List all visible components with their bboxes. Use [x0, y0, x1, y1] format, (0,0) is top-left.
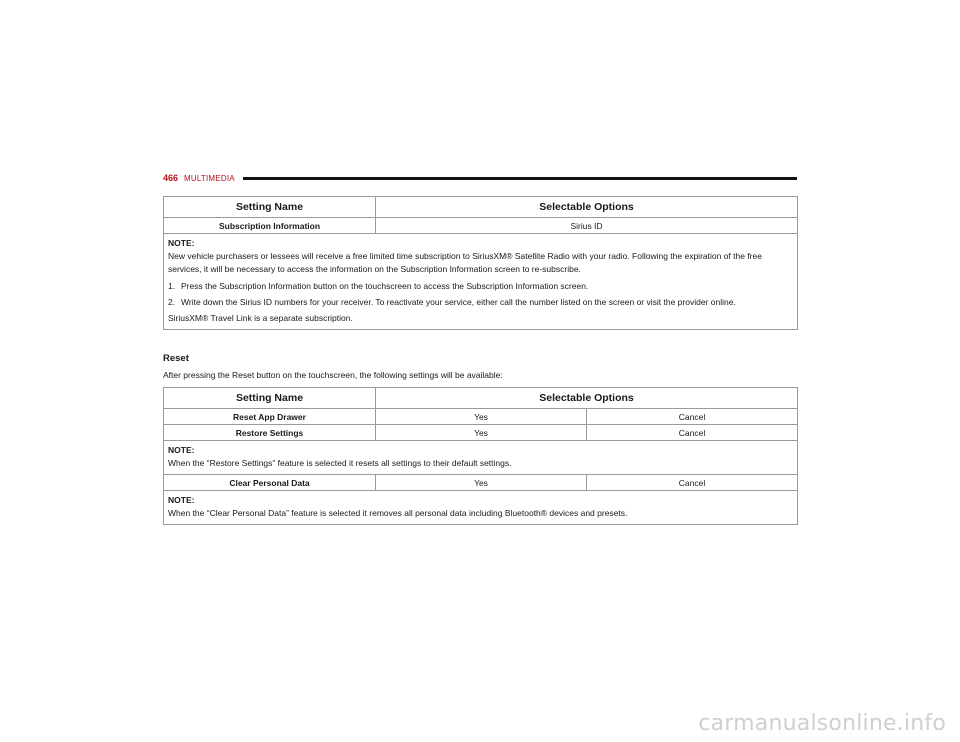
- note-trailer: SiriusXM® Travel Link is a separate subscription.: [168, 313, 353, 323]
- header-rule: [243, 177, 797, 180]
- note-row: [164, 441, 798, 475]
- option-cancel-cell: Cancel: [587, 425, 798, 441]
- note-text: When the “Clear Personal Data” feature is selected it removes all personal data including Bluetooth® devices and presets.: [168, 508, 628, 518]
- steps-list: [168, 280, 793, 309]
- table-header-row: [164, 197, 798, 218]
- note-cell: [164, 234, 798, 330]
- col-header-setting-name: Setting Name: [164, 388, 376, 409]
- option-yes-cell: Yes: [376, 409, 587, 425]
- table-header-row: [164, 388, 798, 409]
- section-title: MULTIMEDIA: [184, 173, 235, 183]
- option-yes-cell: Yes: [376, 425, 587, 441]
- list-item: [168, 280, 793, 293]
- table-row: [164, 425, 798, 441]
- list-item: [168, 296, 793, 309]
- reset-intro: After pressing the Reset button on the touchscreen, the following settings will be available:: [163, 370, 503, 380]
- watermark: carmanualsonline.info: [698, 711, 946, 736]
- option-cell: Sirius ID: [376, 218, 798, 234]
- step-text: Press the Subscription Information button on the touchscreen to access the Subscription Information screen.: [181, 281, 589, 291]
- reset-settings-table: [163, 387, 798, 525]
- col-header-selectable-options: Selectable Options: [376, 388, 798, 409]
- page-header: [163, 172, 797, 184]
- note-label: NOTE:: [168, 238, 195, 248]
- table-row: [164, 218, 798, 234]
- option-cancel-cell: Cancel: [587, 475, 798, 491]
- reset-heading: Reset: [163, 353, 189, 364]
- page-number: 466: [163, 173, 179, 183]
- col-header-selectable-options: Selectable Options: [376, 197, 798, 218]
- note-row: [164, 491, 798, 525]
- note-cell: [164, 441, 798, 475]
- setting-name-cell: Reset App Drawer: [164, 409, 376, 425]
- subscription-settings-table: [163, 196, 798, 330]
- step-number: 1.: [168, 281, 176, 291]
- note-label: NOTE:: [168, 445, 195, 455]
- option-yes-cell: Yes: [376, 475, 587, 491]
- note-text: New vehicle purchasers or lessees will receive a free limited time subscription to SiriusXM® Satellite Radio with your radio. Following the expiration of the free services, it will be necessary to access the information on the Subscription Information screen to re-subscribe.: [168, 251, 762, 274]
- step-number: 2.: [168, 297, 176, 307]
- note-cell: [164, 491, 798, 525]
- setting-name-cell: Subscription Information: [164, 218, 376, 234]
- step-text: Write down the Sirius ID numbers for your receiver. To reactivate your service, either call the number listed on the screen or visit the provider online.: [181, 297, 736, 307]
- note-label: NOTE:: [168, 495, 195, 505]
- table-row: [164, 409, 798, 425]
- option-cancel-cell: Cancel: [587, 409, 798, 425]
- setting-name-cell: Restore Settings: [164, 425, 376, 441]
- table-row: [164, 475, 798, 491]
- setting-name-cell: Clear Personal Data: [164, 475, 376, 491]
- note-text: When the “Restore Settings” feature is selected it resets all settings to their default settings.: [168, 458, 512, 468]
- note-row: [164, 234, 798, 330]
- col-header-setting-name: Setting Name: [164, 197, 376, 218]
